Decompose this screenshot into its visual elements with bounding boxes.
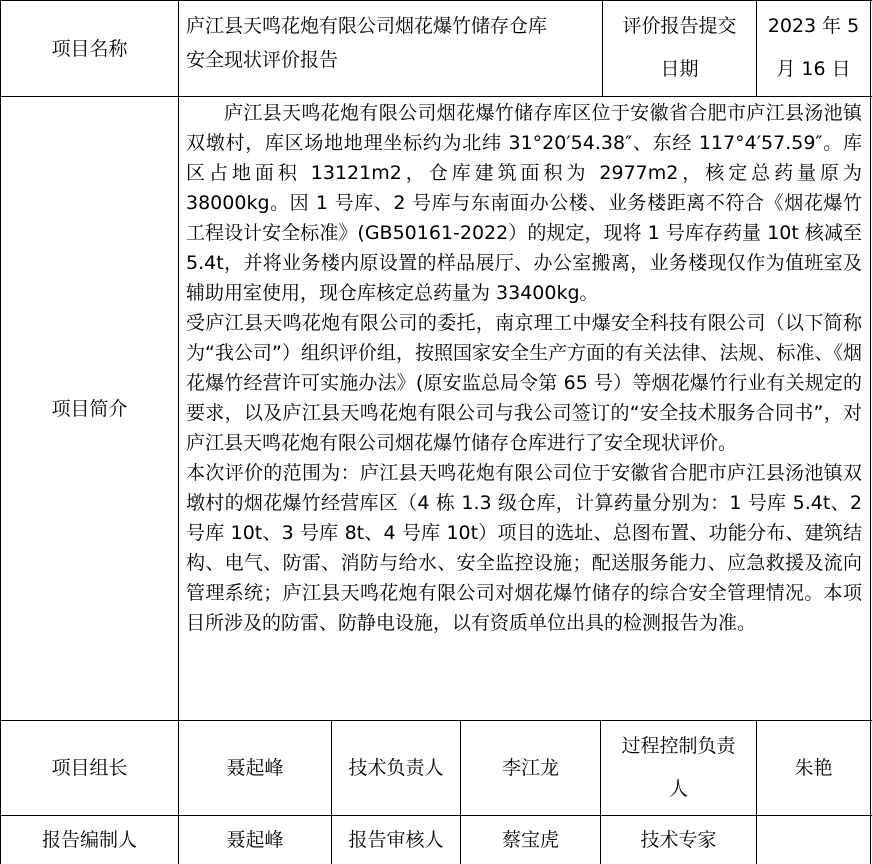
tech-lead-name-text: 李江龙 — [501, 757, 559, 779]
leader-name — [179, 721, 331, 815]
submit-date-label-line-2: 日期 — [660, 58, 699, 80]
compiler-label-text: 报告编制人 — [41, 829, 137, 851]
process-name-text: 朱艳 — [794, 757, 833, 779]
leader-label-text: 项目组长 — [51, 757, 128, 779]
submit-date-value — [757, 6, 870, 96]
tech-lead-name — [461, 721, 600, 815]
process-label — [601, 724, 756, 815]
process-label-line-1: 过程控制负责 — [621, 735, 736, 757]
leader-label — [1, 721, 178, 815]
project-name-label-text: 项目名称 — [51, 37, 128, 60]
intro-paragraph-2: 受庐江县天鸣花炮有限公司的委托，南京理工中爆安全科技有限公司（以下简称为“我公司”）组织评价组，按照国家安全生产方面的有关法律、法规、标准、《烟花爆竹经营许可实施办法》(原安监总局令第 65 号）等烟花爆竹行业有关规定的要求，以及庐江县天鸣花炮有限公司与我公司签订的“安全技术服务合同书”，对庐江县天鸣花炮有限公司烟花爆竹储存仓库进行了安全现状评价。 — [186, 312, 862, 454]
reviewer-name-text: 蔡宝虎 — [501, 829, 559, 851]
intro-body — [186, 98, 862, 718]
expert-label-text: 技术专家 — [640, 829, 717, 851]
intro-paragraph-1: 庐江县天鸣花炮有限公司烟花爆竹储存库区位于安徽省合肥市庐江县汤池镇双墩村，库区场地地理坐标约为北纬 31°20′54.38″、东经 117°4′57.59″。库区占地面积 13121m2，仓库建筑面积为 2977m2，核定总药量原为 38000kg。因 1 号库、2 号库与东南面办公楼、业务楼距离不符合《烟花爆竹工程设计安全标准》(GB50161-2022）的规定，现将 1 号库存药量 10t 核减至 5.4t，并将业务楼内原设置的样品展厅、办公室搬离，业务楼现仅作为值班室及辅助用室使用，现仓库核定总药量为 33400kg。 — [186, 102, 862, 304]
table-border-right — [870, 0, 871, 864]
intro-label — [1, 97, 178, 720]
intro-paragraph-3: 本次评价的范围为：庐江县天鸣花炮有限公司位于安徽省合肥市庐江县汤池镇双墩村的烟花爆竹经营库区（4 栋 1.3 级仓库，计算药量分别为：1 号库 5.4t、2 号库 10t、3 号库 8t、4 号库 10t）项目的选址、总图布置、功能分布、建筑结构、电气、防雷、消防与给水、安全监控设施；配送服务能力、应急救援及流向管理系统；庐江县天鸣花炮有限公司对烟花爆竹储存的综合安全管理情况。本项目所涉及的防雷、防静电设施，以有资质单位出具的检测报告为准。 — [186, 462, 862, 634]
leader-name-text: 聂起峰 — [226, 757, 284, 779]
reviewer-name — [461, 816, 600, 864]
project-name-line-1: 庐江县天鸣花炮有限公司烟花爆竹储存仓库 — [186, 15, 548, 37]
compiler-label — [1, 816, 178, 864]
project-name-label — [1, 1, 178, 96]
project-name-value — [186, 8, 600, 88]
submit-date-label-line-1: 评价报告提交 — [622, 15, 737, 37]
expert-name — [757, 816, 870, 864]
compiler-name — [179, 816, 331, 864]
intro-label-text: 项目简介 — [51, 397, 128, 420]
tech-lead-label — [332, 721, 460, 815]
project-name-line-2: 安全现状评价报告 — [186, 49, 339, 71]
process-name — [757, 721, 870, 815]
expert-label — [601, 816, 756, 864]
tech-lead-label-text: 技术负责人 — [348, 757, 444, 779]
submit-date-label — [603, 6, 756, 96]
process-label-line-2: 人 — [668, 778, 688, 800]
submit-date-line-1: 2023 年 5 — [767, 15, 860, 37]
compiler-name-text: 聂起峰 — [226, 829, 284, 851]
reviewer-label-text: 报告审核人 — [348, 829, 444, 851]
submit-date-line-2: 月 16 日 — [776, 58, 851, 80]
reviewer-label — [332, 816, 460, 864]
